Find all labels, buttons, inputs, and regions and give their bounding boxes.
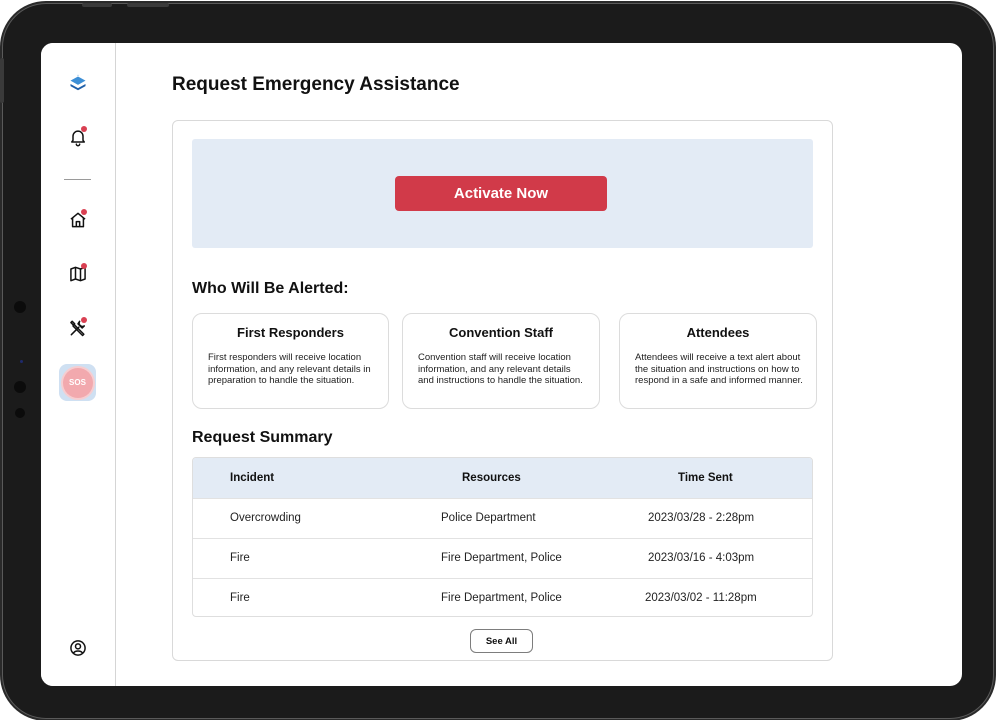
notification-dot bbox=[81, 317, 87, 323]
sidebar bbox=[41, 43, 116, 686]
cell-resources: Fire Department, Police bbox=[441, 552, 562, 564]
tablet-frame bbox=[2, 3, 994, 719]
sensor bbox=[20, 360, 23, 363]
request-summary-table bbox=[192, 457, 813, 617]
cell-resources: Police Department bbox=[441, 512, 536, 524]
see-all-button[interactable]: See All bbox=[470, 629, 533, 653]
table-row[interactable] bbox=[193, 498, 812, 538]
sensor bbox=[14, 301, 26, 313]
column-header-resources: Resources bbox=[462, 472, 521, 484]
sos-nav-item[interactable] bbox=[59, 364, 96, 401]
activate-now-button[interactable]: Activate Now bbox=[395, 176, 607, 211]
device-button bbox=[82, 3, 112, 7]
table-row[interactable] bbox=[193, 578, 812, 617]
alert-card-title: Convention Staff bbox=[449, 325, 553, 340]
notification-dot bbox=[81, 126, 87, 132]
bell-icon[interactable] bbox=[65, 124, 91, 150]
column-header-incident: Incident bbox=[230, 472, 275, 484]
activate-panel bbox=[192, 139, 813, 248]
notification-dot bbox=[81, 209, 87, 215]
assistance-card bbox=[172, 120, 833, 661]
sos-label: SOS bbox=[63, 368, 93, 398]
summary-heading: Request Summary bbox=[192, 429, 333, 446]
alert-card-title: Attendees bbox=[686, 325, 750, 340]
cell-time-sent: 2023/03/16 - 4:03pm bbox=[648, 552, 755, 564]
alert-card-body: Convention staff will receive location information, and any relevant details and instructions to handle the situation. bbox=[418, 352, 583, 386]
screen bbox=[41, 43, 962, 686]
device-button bbox=[127, 3, 169, 7]
alert-card-first-responders bbox=[192, 313, 389, 409]
page-title: Request Emergency Assistance bbox=[172, 74, 460, 95]
cell-incident: Overcrowding bbox=[230, 512, 301, 524]
notification-dot bbox=[81, 263, 87, 269]
alert-card-body: First responders will receive location information, and any relevant details in preparation to handle the situation. bbox=[208, 352, 371, 386]
cell-time-sent: 2023/03/28 - 2:28pm bbox=[648, 512, 755, 524]
alert-card-convention-staff bbox=[402, 313, 600, 409]
cell-resources: Fire Department, Police bbox=[441, 592, 562, 604]
cell-incident: Fire bbox=[230, 592, 250, 604]
cell-incident: Fire bbox=[230, 552, 250, 564]
sidebar-divider bbox=[64, 179, 91, 180]
cell-time-sent: 2023/03/02 - 11:28pm bbox=[645, 592, 757, 604]
alerted-heading: Who Will Be Alerted: bbox=[192, 280, 349, 297]
sensor bbox=[14, 381, 26, 393]
home-icon[interactable] bbox=[65, 207, 91, 233]
map-icon[interactable] bbox=[65, 261, 91, 287]
sensor bbox=[15, 408, 25, 418]
alert-card-body: Attendees will receive a text alert about the situation and instructions on how to respond in a safe and informed manner. bbox=[635, 352, 803, 386]
alert-card-attendees bbox=[619, 313, 817, 409]
tools-icon[interactable] bbox=[65, 315, 91, 341]
user-profile-icon[interactable] bbox=[65, 635, 91, 661]
device-button bbox=[0, 58, 4, 103]
app-logo-icon[interactable] bbox=[65, 71, 91, 97]
alert-card-title: First Responders bbox=[237, 325, 344, 340]
table-header bbox=[193, 458, 812, 498]
column-header-time-sent: Time Sent bbox=[678, 472, 733, 484]
table-row[interactable] bbox=[193, 538, 812, 578]
